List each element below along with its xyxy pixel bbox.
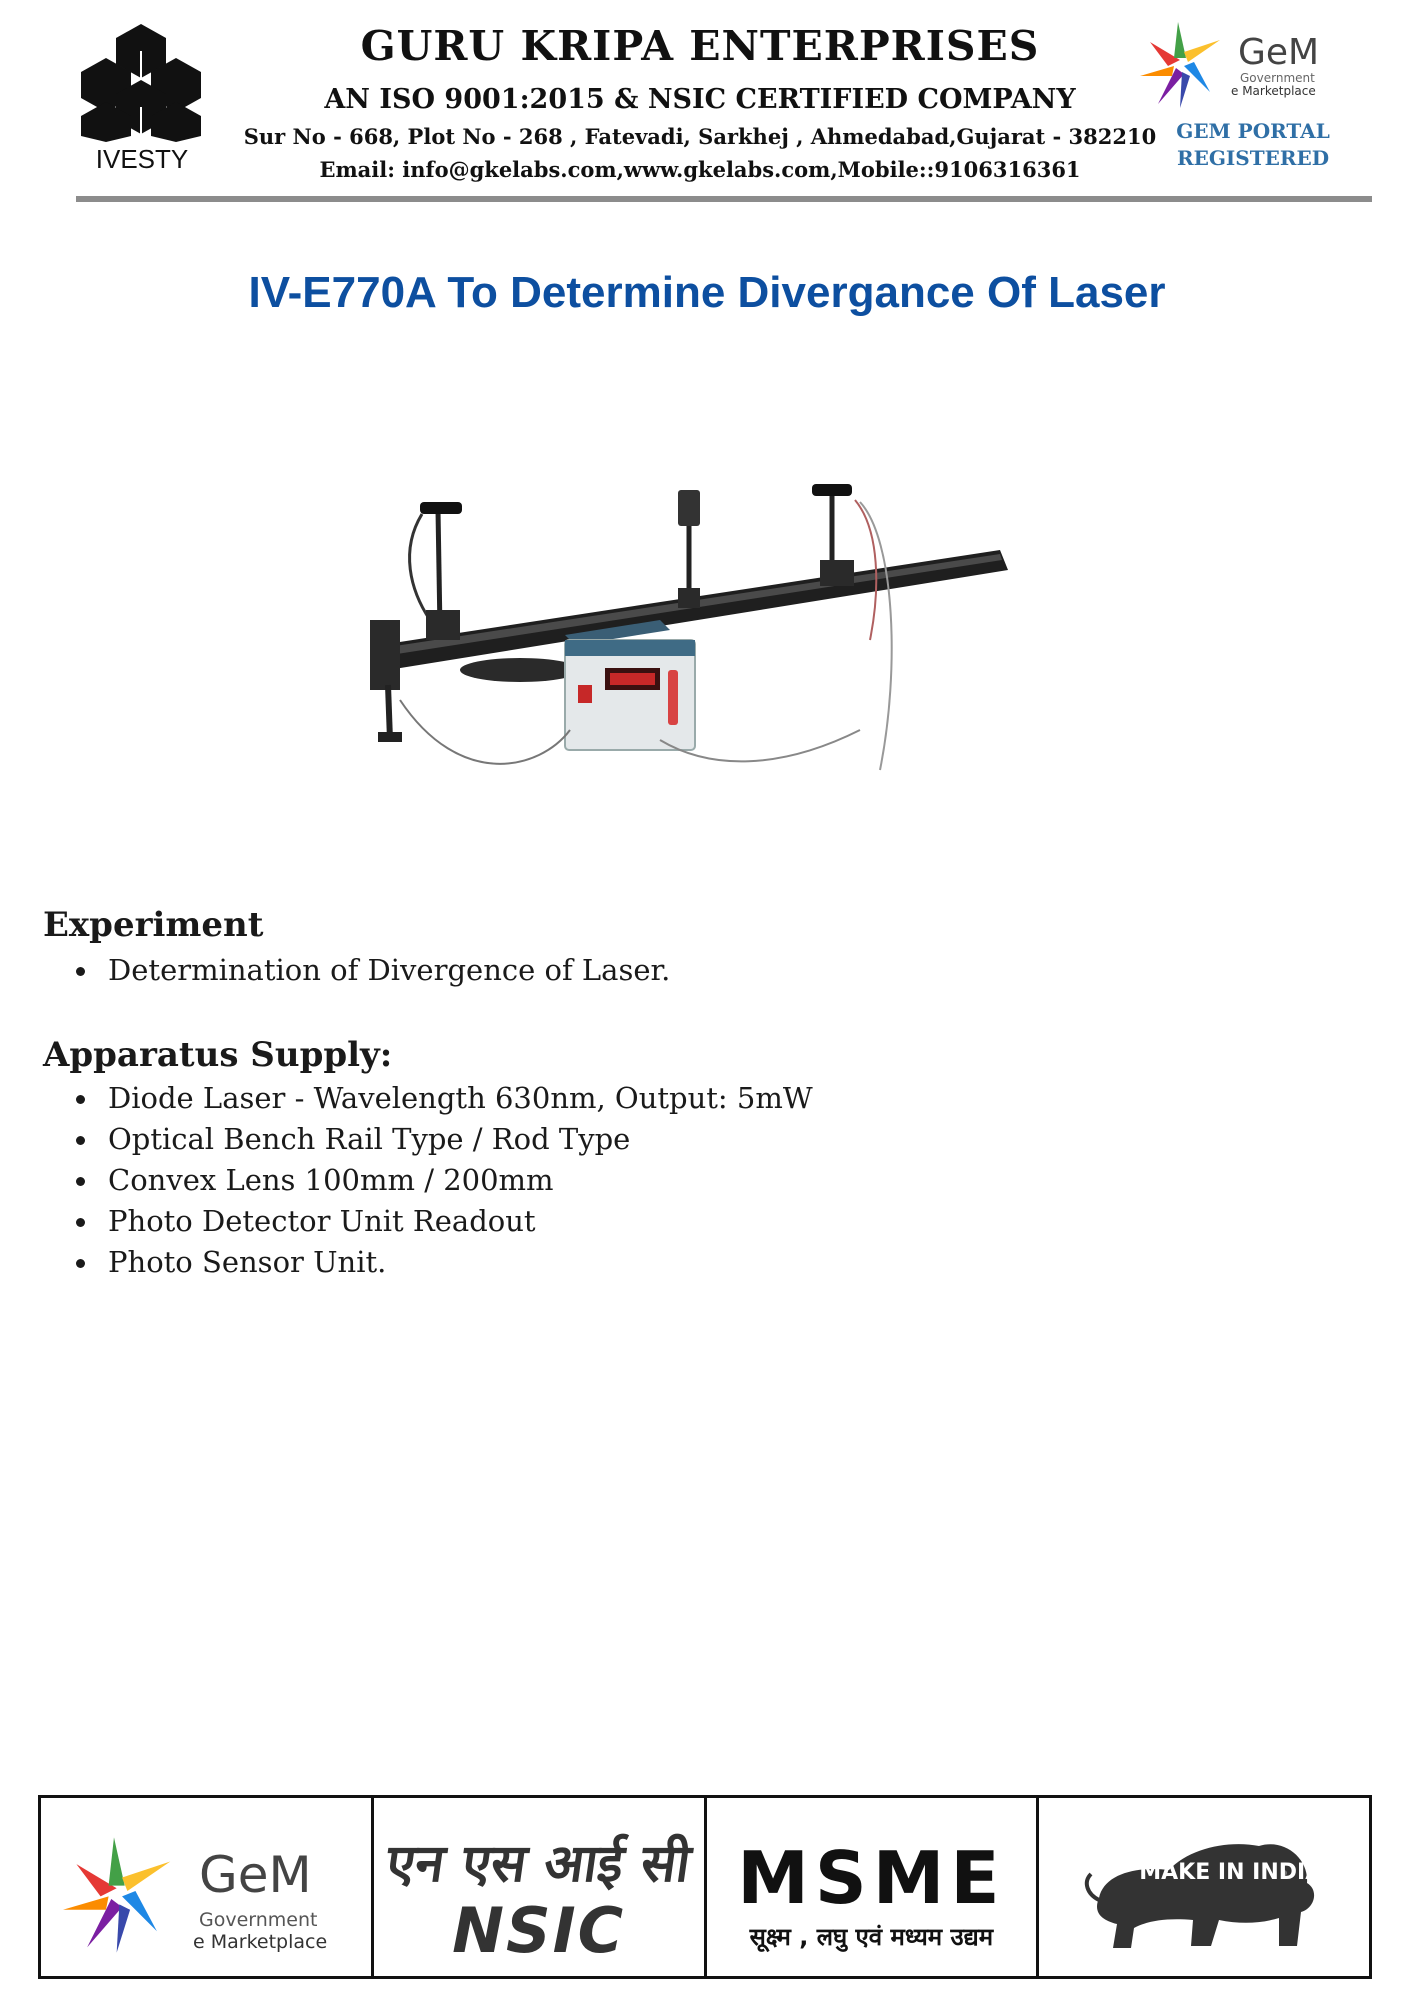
msme-wordmark: MSME [737, 1836, 1006, 1920]
gem-wordmark: GeM [199, 1846, 312, 1904]
apparatus-list [72, 1078, 813, 1283]
experiment-heading: Experiment [43, 905, 264, 945]
footer-msme-logo [707, 1798, 1040, 1976]
list-item: Photo Detector Unit Readout [72, 1201, 813, 1242]
msme-hindi-text: सूक्ष्म , लघु एवं मध्यम उद्यम [749, 1923, 994, 1951]
gem-star-icon [1140, 22, 1222, 108]
gem-wordmark: GeM [1238, 32, 1320, 73]
nsic-wordmark: NSIC [452, 1894, 626, 1967]
gem-star-icon [63, 1836, 173, 1954]
gem-sub-line2: e Marketplace [1231, 84, 1316, 98]
footer-nsic-logo [374, 1798, 707, 1976]
company-address: Sur No - 668, Plot No - 268 , Fatevadi, Sarkhej , Ahmedabad,Gujarat - 382210 [243, 124, 1157, 149]
nsic-hindi-text: एन एस आई सी [382, 1834, 695, 1894]
gem-portal-line2: REGISTERED [1176, 146, 1330, 170]
gem-sub-line1: Government [1240, 71, 1315, 85]
gem-portal-line1: GEM PORTAL [1176, 119, 1330, 143]
list-item: Convex Lens 100mm / 200mm [72, 1160, 813, 1201]
lion-icon [1079, 1828, 1329, 1958]
footer-gem-logo [41, 1798, 374, 1976]
gem-portal-registered [1158, 118, 1348, 172]
list-item: Determination of Divergence of Laser. [72, 950, 670, 991]
list-item: Photo Sensor Unit. [72, 1242, 813, 1283]
footer-make-in-india-logo [1039, 1798, 1369, 1976]
list-item: Optical Bench Rail Type / Rod Type [72, 1119, 813, 1160]
product-image-icon [360, 470, 1040, 800]
letterhead [0, 0, 1414, 205]
company-contact: Email: info@gkelabs.com,www.gkelabs.com,Mobile::9106316361 [319, 157, 1081, 182]
header-divider [76, 196, 1372, 202]
experiment-list [72, 950, 670, 991]
product-title: IV-E770A To Determine Divergance Of Laser [248, 268, 1166, 317]
logo-label: IVESTY [95, 144, 189, 174]
list-item: Diode Laser - Wavelength 630nm, Output: 5mW [72, 1078, 813, 1119]
gem-sub-line2: e Marketplace [193, 1931, 328, 1953]
company-info [230, 22, 1170, 182]
company-certification: AN ISO 9001:2015 & NSIC CERTIFIED COMPANY [324, 84, 1076, 115]
footer-logo-strip [38, 1795, 1372, 1979]
make-in-india-text: MAKE IN INDIA [1139, 1860, 1323, 1885]
company-name: GURU KRIPA ENTERPRISES [360, 22, 1040, 70]
gem-sub-line1: Government [199, 1909, 318, 1931]
apparatus-heading: Apparatus Supply: [43, 1035, 393, 1075]
